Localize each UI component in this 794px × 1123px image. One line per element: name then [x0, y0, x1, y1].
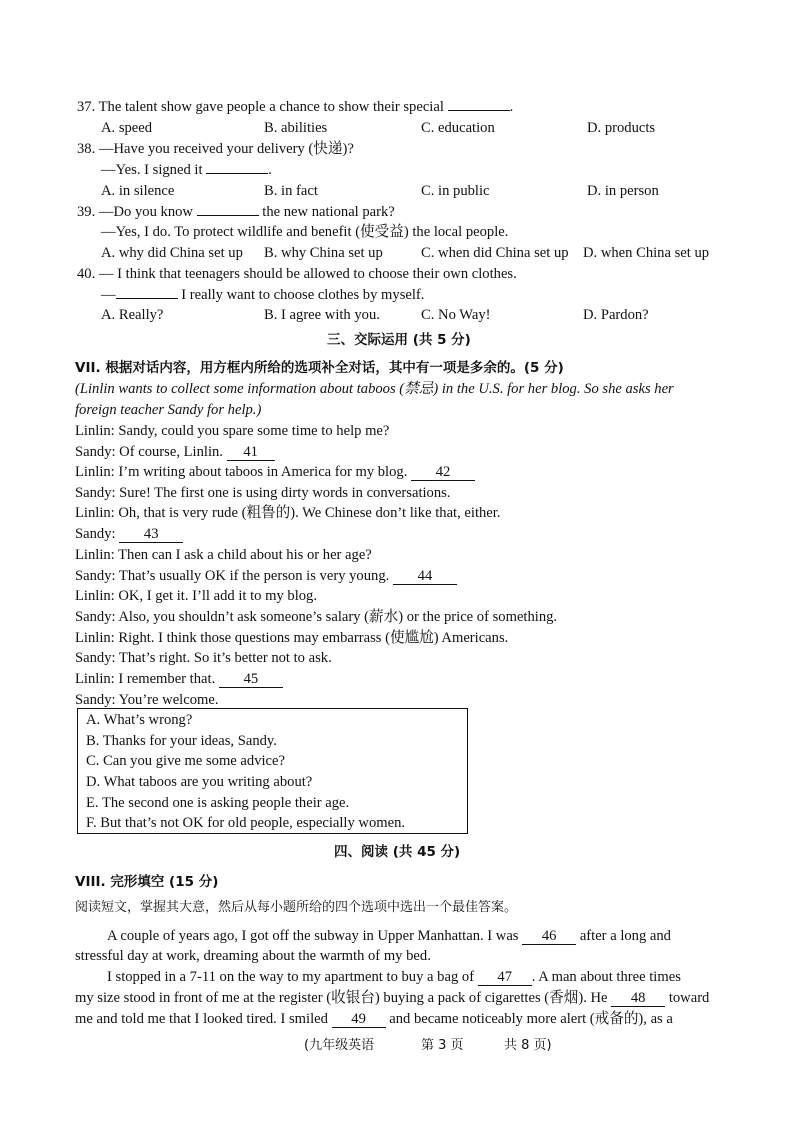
option-d: D. in person	[587, 183, 659, 199]
option-a: A. speed	[101, 120, 153, 136]
footer-subject: (九年级英语	[304, 1038, 375, 1053]
options-box	[77, 708, 468, 834]
box-option-e: E. The second one is asking people their age.	[86, 795, 350, 811]
option-d: D. when China set up	[583, 245, 710, 261]
dialogue-line: Linlin: OK, I get it. I’ll add it to my blog.	[75, 588, 317, 604]
question-40-response	[101, 285, 424, 305]
answer-blank-41: 41	[227, 444, 275, 461]
box-option-c: C. Can you give me some advice?	[86, 753, 285, 769]
footer-total: 共 8 页)	[504, 1038, 552, 1053]
passage-text: I stopped in a 7-11 on the way to my apartment to buy a bag of	[107, 969, 475, 985]
dialogue-line: Sandy: That’s right. So it’s better not to ask.	[75, 650, 332, 666]
answer-blank-49: 49	[332, 1011, 386, 1028]
question-38-stem	[77, 139, 354, 159]
part-8-heading: VIII. 完形填空 (15 分)	[75, 874, 219, 890]
dialogue-text: Sandy: Of course, Linlin.	[75, 444, 223, 460]
question-text: the new national park?	[262, 204, 395, 220]
question-number: 40.	[77, 266, 96, 282]
question-number: 38.	[77, 141, 96, 157]
dialogue-line	[75, 566, 457, 586]
question-text: —Do you know	[98, 204, 193, 220]
option-a: A. why did China set up	[101, 245, 243, 261]
dash: —	[101, 287, 116, 303]
answer-blank-42: 42	[411, 464, 475, 481]
option-d: D. products	[587, 120, 656, 136]
answer-blank-46: 46	[522, 928, 576, 945]
question-text: — I think that teenagers should be allowed to choose their own clothes.	[98, 266, 517, 282]
option-c: C. No Way!	[421, 307, 491, 323]
option-c: C. when did China set up	[421, 245, 569, 261]
answer-blank	[197, 215, 259, 216]
option-b: B. in fact	[264, 183, 318, 199]
dialogue-line	[75, 442, 275, 462]
box-option-b: B. Thanks for your ideas, Sandy.	[86, 733, 277, 749]
question-text: —Have you received your delivery (快递)?	[98, 141, 354, 157]
box-option-d: D. What taboos are you writing about?	[86, 774, 313, 790]
passage-text: and became noticeably more alert (戒备的), as a	[389, 1011, 673, 1027]
punctuation: .	[268, 162, 272, 178]
question-40-stem	[77, 264, 517, 284]
answer-blank-43: 43	[119, 526, 183, 543]
box-option-f: F. But that’s not OK for old people, especially women.	[86, 815, 406, 831]
passage-line	[75, 1009, 673, 1029]
dialogue-line: Linlin: Right. I think those questions may embarrass (使尴尬) Americans.	[75, 630, 509, 646]
response-text: —Yes. I signed it	[101, 162, 203, 178]
part-8-instruction: 阅读短文，掌握其大意，然后从每小题所给的四个选项中选出一个最佳答案。	[75, 900, 518, 915]
answer-blank	[448, 110, 510, 111]
dialogue-line: Linlin: Sandy, could you spare some time to help me?	[75, 423, 390, 439]
dialogue-line: Sandy: Sure! The first one is using dirty words in conversations.	[75, 485, 451, 501]
dialogue-text: Linlin: I’m writing about taboos in America for my blog.	[75, 464, 408, 480]
dialogue-line: Sandy: Also, you shouldn’t ask someone’s salary (薪水) or the price of something.	[75, 609, 558, 625]
passage-text: me and told me that I looked tired. I smiled	[75, 1011, 328, 1027]
section-title-reading: 四、阅读 (共 45 分)	[334, 844, 461, 860]
question-37-stem	[77, 97, 513, 117]
passage-line	[107, 967, 681, 987]
dialogue-line	[75, 524, 183, 544]
option-b: B. abilities	[264, 120, 328, 136]
part-7-heading: VII. 根据对话内容，用方框内所给的选项补全对话，其中有一项是多余的。(5 分)	[75, 360, 564, 376]
option-c: C. in public	[421, 183, 490, 199]
answer-blank	[206, 173, 268, 174]
question-38-response	[101, 160, 272, 180]
option-b: B. I agree with you.	[264, 307, 380, 323]
option-d: D. Pardon?	[583, 307, 649, 323]
box-option-a: A. What’s wrong?	[86, 712, 193, 728]
answer-blank-47: 47	[478, 969, 532, 986]
dialogue-line	[75, 669, 283, 689]
passage-line: stressful day at work, dreaming about the warmth of my bed.	[75, 948, 431, 964]
answer-blank-44: 44	[393, 568, 457, 585]
option-c: C. education	[421, 120, 495, 136]
passage-text: A couple of years ago, I got off the subway in Upper Manhattan. I was	[107, 928, 519, 944]
dialogue-line: Linlin: Oh, that is very rude (粗鲁的). We Chinese don’t like that, either.	[75, 505, 501, 521]
part-7-intro-cont: foreign teacher Sandy for help.)	[75, 402, 262, 418]
question-number: 37.	[77, 99, 96, 115]
dialogue-line	[75, 462, 475, 482]
footer-page: 第 3 页	[421, 1038, 464, 1053]
passage-text: toward	[668, 990, 710, 1006]
passage-text: . A man about three times	[531, 969, 681, 985]
part-7-intro: (Linlin wants to collect some information about taboos (禁忌) in the U.S. for her blog. So she asks her	[75, 381, 674, 397]
question-39-response: —Yes, I do. To protect wildlife and benefit (使受益) the local people.	[101, 224, 509, 240]
punctuation: .	[509, 99, 514, 115]
passage-line	[107, 926, 671, 946]
response-text: I really want to choose clothes by myself.	[181, 287, 425, 303]
option-a: A. in silence	[101, 183, 175, 199]
dialogue-text: Sandy: That’s usually OK if the person is very young.	[75, 568, 390, 584]
passage-text: my size stood in front of me at the register (收银台) buying a pack of cigarettes (香烟). He	[75, 990, 608, 1006]
dialogue-line: Sandy: You’re welcome.	[75, 692, 219, 708]
dialogue-text: Linlin: I remember that.	[75, 671, 216, 687]
question-text: The talent show gave people a chance to show their special	[98, 99, 444, 115]
answer-blank-48: 48	[611, 990, 665, 1007]
question-39-stem	[77, 202, 395, 222]
dialogue-text: Sandy:	[75, 526, 116, 542]
option-a: A. Really?	[101, 307, 164, 323]
answer-blank-45: 45	[219, 671, 283, 688]
dialogue-line: Linlin: Then can I ask a child about his or her age?	[75, 547, 372, 563]
passage-text: after a long and	[579, 928, 671, 944]
question-number: 39.	[77, 204, 96, 220]
section-title-communication: 三、交际运用 (共 5 分)	[327, 332, 471, 348]
answer-blank	[116, 298, 178, 299]
option-b: B. why China set up	[264, 245, 383, 261]
passage-line	[75, 988, 709, 1008]
